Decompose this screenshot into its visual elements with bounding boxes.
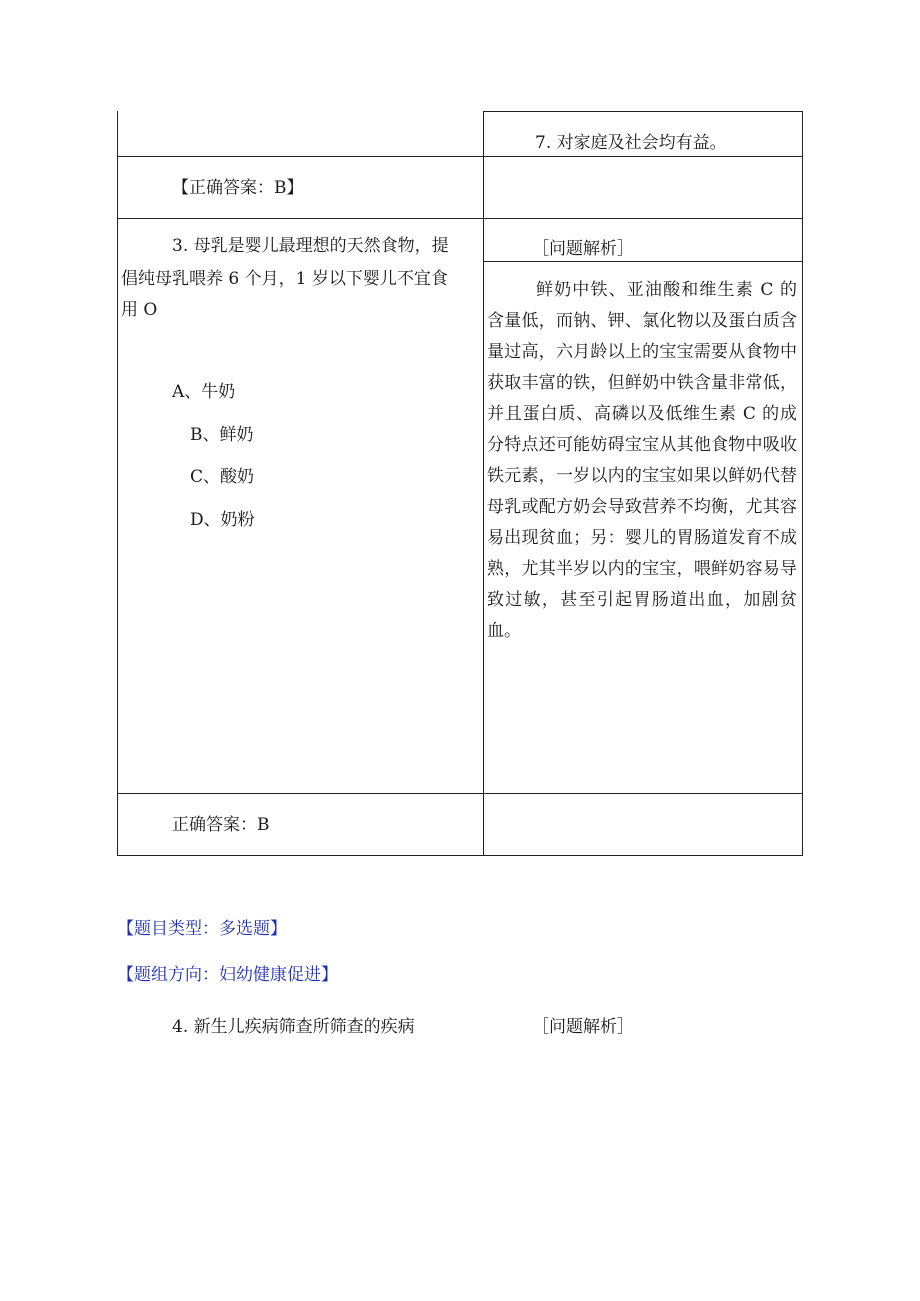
table-border-right [802,111,803,856]
option-c: C、酸奶 [190,467,255,487]
option-d: D、奶粉 [190,510,255,530]
option-a: A、牛奶 [172,382,236,402]
question-4-text: 4. 新生儿疾病筛查所筛查的疾病 [172,1017,415,1037]
analysis-header-divider [483,261,803,262]
question-type-label: 【题目类型：多选题】 [117,919,287,939]
question-4-analysis-header: ［问题解析］ [532,1017,634,1037]
analysis-text: 鲜奶中铁、亚油酸和维生素 C 的含量低，而钠、钾、氯化物以及蛋白质含量过高，六月龄以上的宝宝需要从食物中获取丰富的铁，但鲜奶中铁含量非常低，并且蛋白质、高磷以及低维生素 C 的成分特点还可能妨碍宝宝从其他食物中吸收铁元素，一岁以内的宝宝如果以鲜奶代替母乳或配方奶会导致营养不均衡，尤其容易出现贫血；另：婴儿的胃肠道发育不成熟，尤其半岁以内的宝宝，喂鲜奶容易导致过敏，甚至引起胃肠道出血，加剧贫血。 [487,280,797,641]
question-3-line-2: 倡纯母乳喂养 6 个月，1 岁以下婴儿不宜食 [121,269,448,289]
table-border-top-right [483,111,803,112]
table-border-bottom [117,855,803,856]
table-divider-3 [117,793,803,794]
correct-answer-3: 正确答案：B [172,815,270,835]
table-divider-1 [117,156,803,157]
table-divider-2 [117,218,803,219]
option-b: B、鲜奶 [190,425,254,445]
question-direction-label: 【题组方向：妇幼健康促进】 [117,965,338,985]
table-column-divider [483,111,484,856]
benefit-item-7: 7. 对家庭及社会均有益。 [535,133,727,153]
table-border-left [117,111,118,856]
correct-answer-1: 【正确答案：B】 [172,178,304,198]
question-3-line-3: 用 O [121,300,158,320]
question-3-line-1: 3. 母乳是婴儿最理想的天然食物，提 [172,236,449,256]
analysis-header: ［问题解析］ [532,239,634,259]
